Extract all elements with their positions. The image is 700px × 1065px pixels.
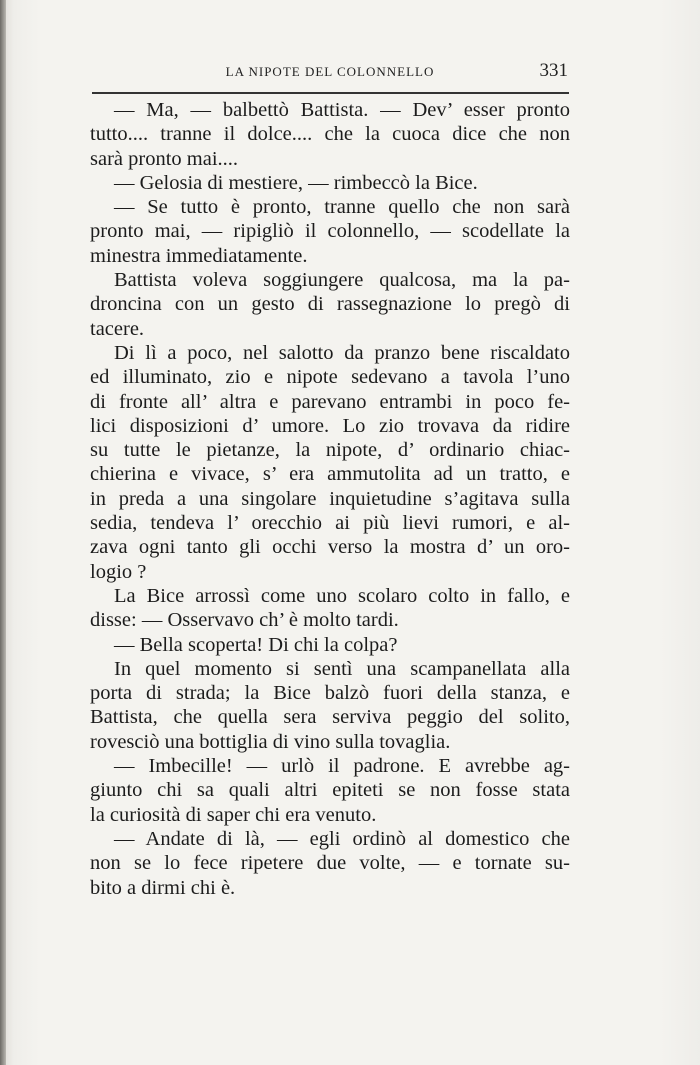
text-line: sedia, tendeva l’ orecchio ai più lievi rumori, e al- — [90, 512, 570, 535]
text-line: la curiosità di saper chi era venuto. — [90, 803, 377, 826]
body-text — [90, 98, 570, 900]
text-line: in preda a una singolare inquietudine s’agitava sulla — [90, 487, 570, 510]
page-number: 331 — [539, 60, 568, 81]
text-line: Battista voleva soggiungere qualcosa, ma la pa- — [114, 269, 570, 292]
text-line: lici disposizioni d’ umore. Lo zio trovava da ridire — [90, 414, 570, 437]
text-line: su tutte le pietanze, la nipote, d’ ordinario chiac- — [90, 439, 570, 462]
running-title: LA NIPOTE DEL COLONNELLO — [225, 64, 435, 79]
header-rule — [92, 92, 569, 94]
text-line: pronto mai, — ripigliò il colonnello, — scodellate la — [90, 220, 570, 243]
text-line: non se lo fece ripetere due volte, — e tornate su- — [90, 852, 570, 875]
text-line: bito a dirmi chi è. — [90, 876, 236, 899]
running-header — [92, 60, 568, 88]
text-line: La Bice arrossì come uno scolaro colto in fallo, e — [114, 584, 570, 607]
text-line: — Se tutto è pronto, tranne quello che non sarà — [114, 196, 570, 219]
text-line: tutto.... tranne il dolce.... che la cuoca dice che non — [90, 123, 570, 146]
text-line: — Imbecille! — urlò il padrone. E avrebbe ag- — [114, 755, 570, 778]
text-line: minestra immediatamente. — [90, 244, 308, 267]
text-line: — Bella scoperta! Di chi la colpa? — [114, 633, 398, 656]
text-line: disse: — Osservavo ch’ è molto tardi. — [90, 609, 399, 632]
text-line: di fronte all’ altra e parevano entrambi in poco fe- — [90, 390, 570, 413]
text-line: rovesciò una bottiglia di vino sulla tovaglia. — [90, 730, 451, 753]
text-line: tacere. — [90, 317, 145, 340]
text-line: zava ogni tanto gli occhi verso la mostra d’ un oro- — [90, 536, 570, 559]
text-line: ed illuminato, zio e nipote sedevano a tavola l’uno — [90, 366, 570, 389]
text-line: — Andate di là, — egli ordinò al domestico che — [114, 827, 570, 850]
text-line: Battista, che quella sera serviva peggio del solito, — [90, 706, 570, 729]
text-line: Di lì a poco, nel salotto da pranzo bene riscaldato — [114, 341, 570, 364]
text-line: — Ma, — balbettò Battista. — Dev’ esser pronto — [114, 99, 570, 121]
text-line: chierina e vivace, s’ era ammutolita ad un tratto, e — [90, 463, 570, 486]
text-line: — Gelosia di mestiere, — rimbeccò la Bice. — [114, 171, 478, 194]
text-line: giunto chi sa quali altri epiteti se non fosse stata — [90, 779, 570, 802]
text-line: droncina con un gesto di rassegnazione lo pregò di — [90, 293, 570, 316]
text-line: sarà pronto mai.... — [90, 147, 239, 170]
page-spine-shadow — [0, 0, 6, 1065]
text-line: porta di strada; la Bice balzò fuori della stanza, e — [90, 682, 570, 705]
text-line: logio ? — [90, 560, 147, 583]
text-line: In quel momento si sentì una scampanellata alla — [114, 657, 570, 680]
